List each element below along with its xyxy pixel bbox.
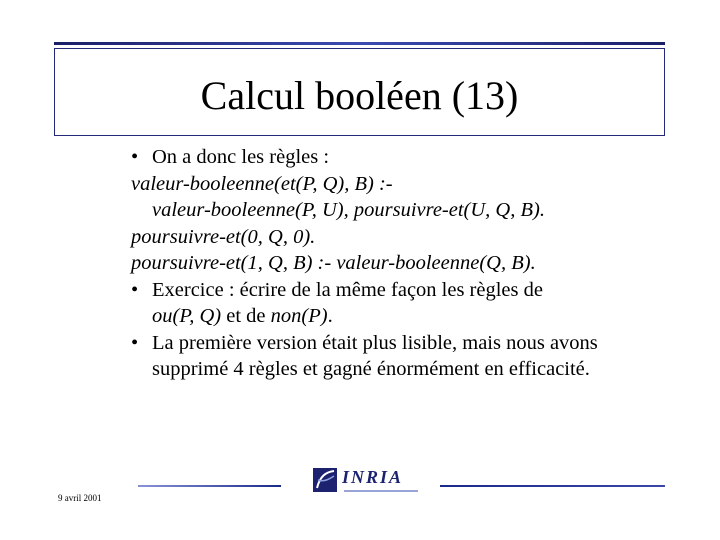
bullet-icon: • [131, 278, 139, 301]
rule-line: poursuivre-et(0, Q, 0). [131, 225, 316, 248]
bottom-rule-right [440, 485, 665, 487]
title-box [54, 48, 665, 136]
logo-subline [344, 490, 418, 492]
bottom-rule-left [138, 485, 281, 487]
slide-title: Calcul booléen (13) [200, 72, 519, 118]
bullet-icon: • [131, 331, 139, 354]
bullet-icon: • [131, 146, 139, 168]
slide-body [131, 144, 651, 383]
bullet-item [131, 144, 651, 171]
bullet-item [131, 330, 651, 383]
bullet-text: On a donc les règles : [152, 146, 330, 168]
code-term: non(P) [270, 305, 328, 327]
rule-line: poursuivre-et(1, Q, B) :- valeur-booleenne(Q, B). [131, 252, 536, 274]
inria-logo [312, 466, 422, 496]
bullet-text: La première version était plus lisible, mais nous avons supprimé 4 règles et gagné énormément en efficacité. [152, 331, 598, 380]
footer-date: 9 avril 2001 [58, 493, 102, 503]
rule-line: valeur-booleenne(et(P, Q), B) :- [131, 172, 393, 195]
top-rule [54, 42, 665, 45]
bullet-text-part: et de [221, 305, 271, 327]
code-term: ou(P, Q) [152, 305, 222, 327]
bullet-text-part: Exercice : écrire de la même façon les règles de [152, 278, 543, 301]
inria-emblem-icon [312, 466, 340, 496]
bullet-text [152, 277, 543, 330]
rule-line-continued: valeur-booleenne(P, U), poursuivre-et(U, Q, B). [152, 199, 545, 221]
logo-text: INRIA [342, 467, 404, 487]
bullet-text-part: . [327, 305, 333, 327]
bullet-item [131, 277, 651, 330]
